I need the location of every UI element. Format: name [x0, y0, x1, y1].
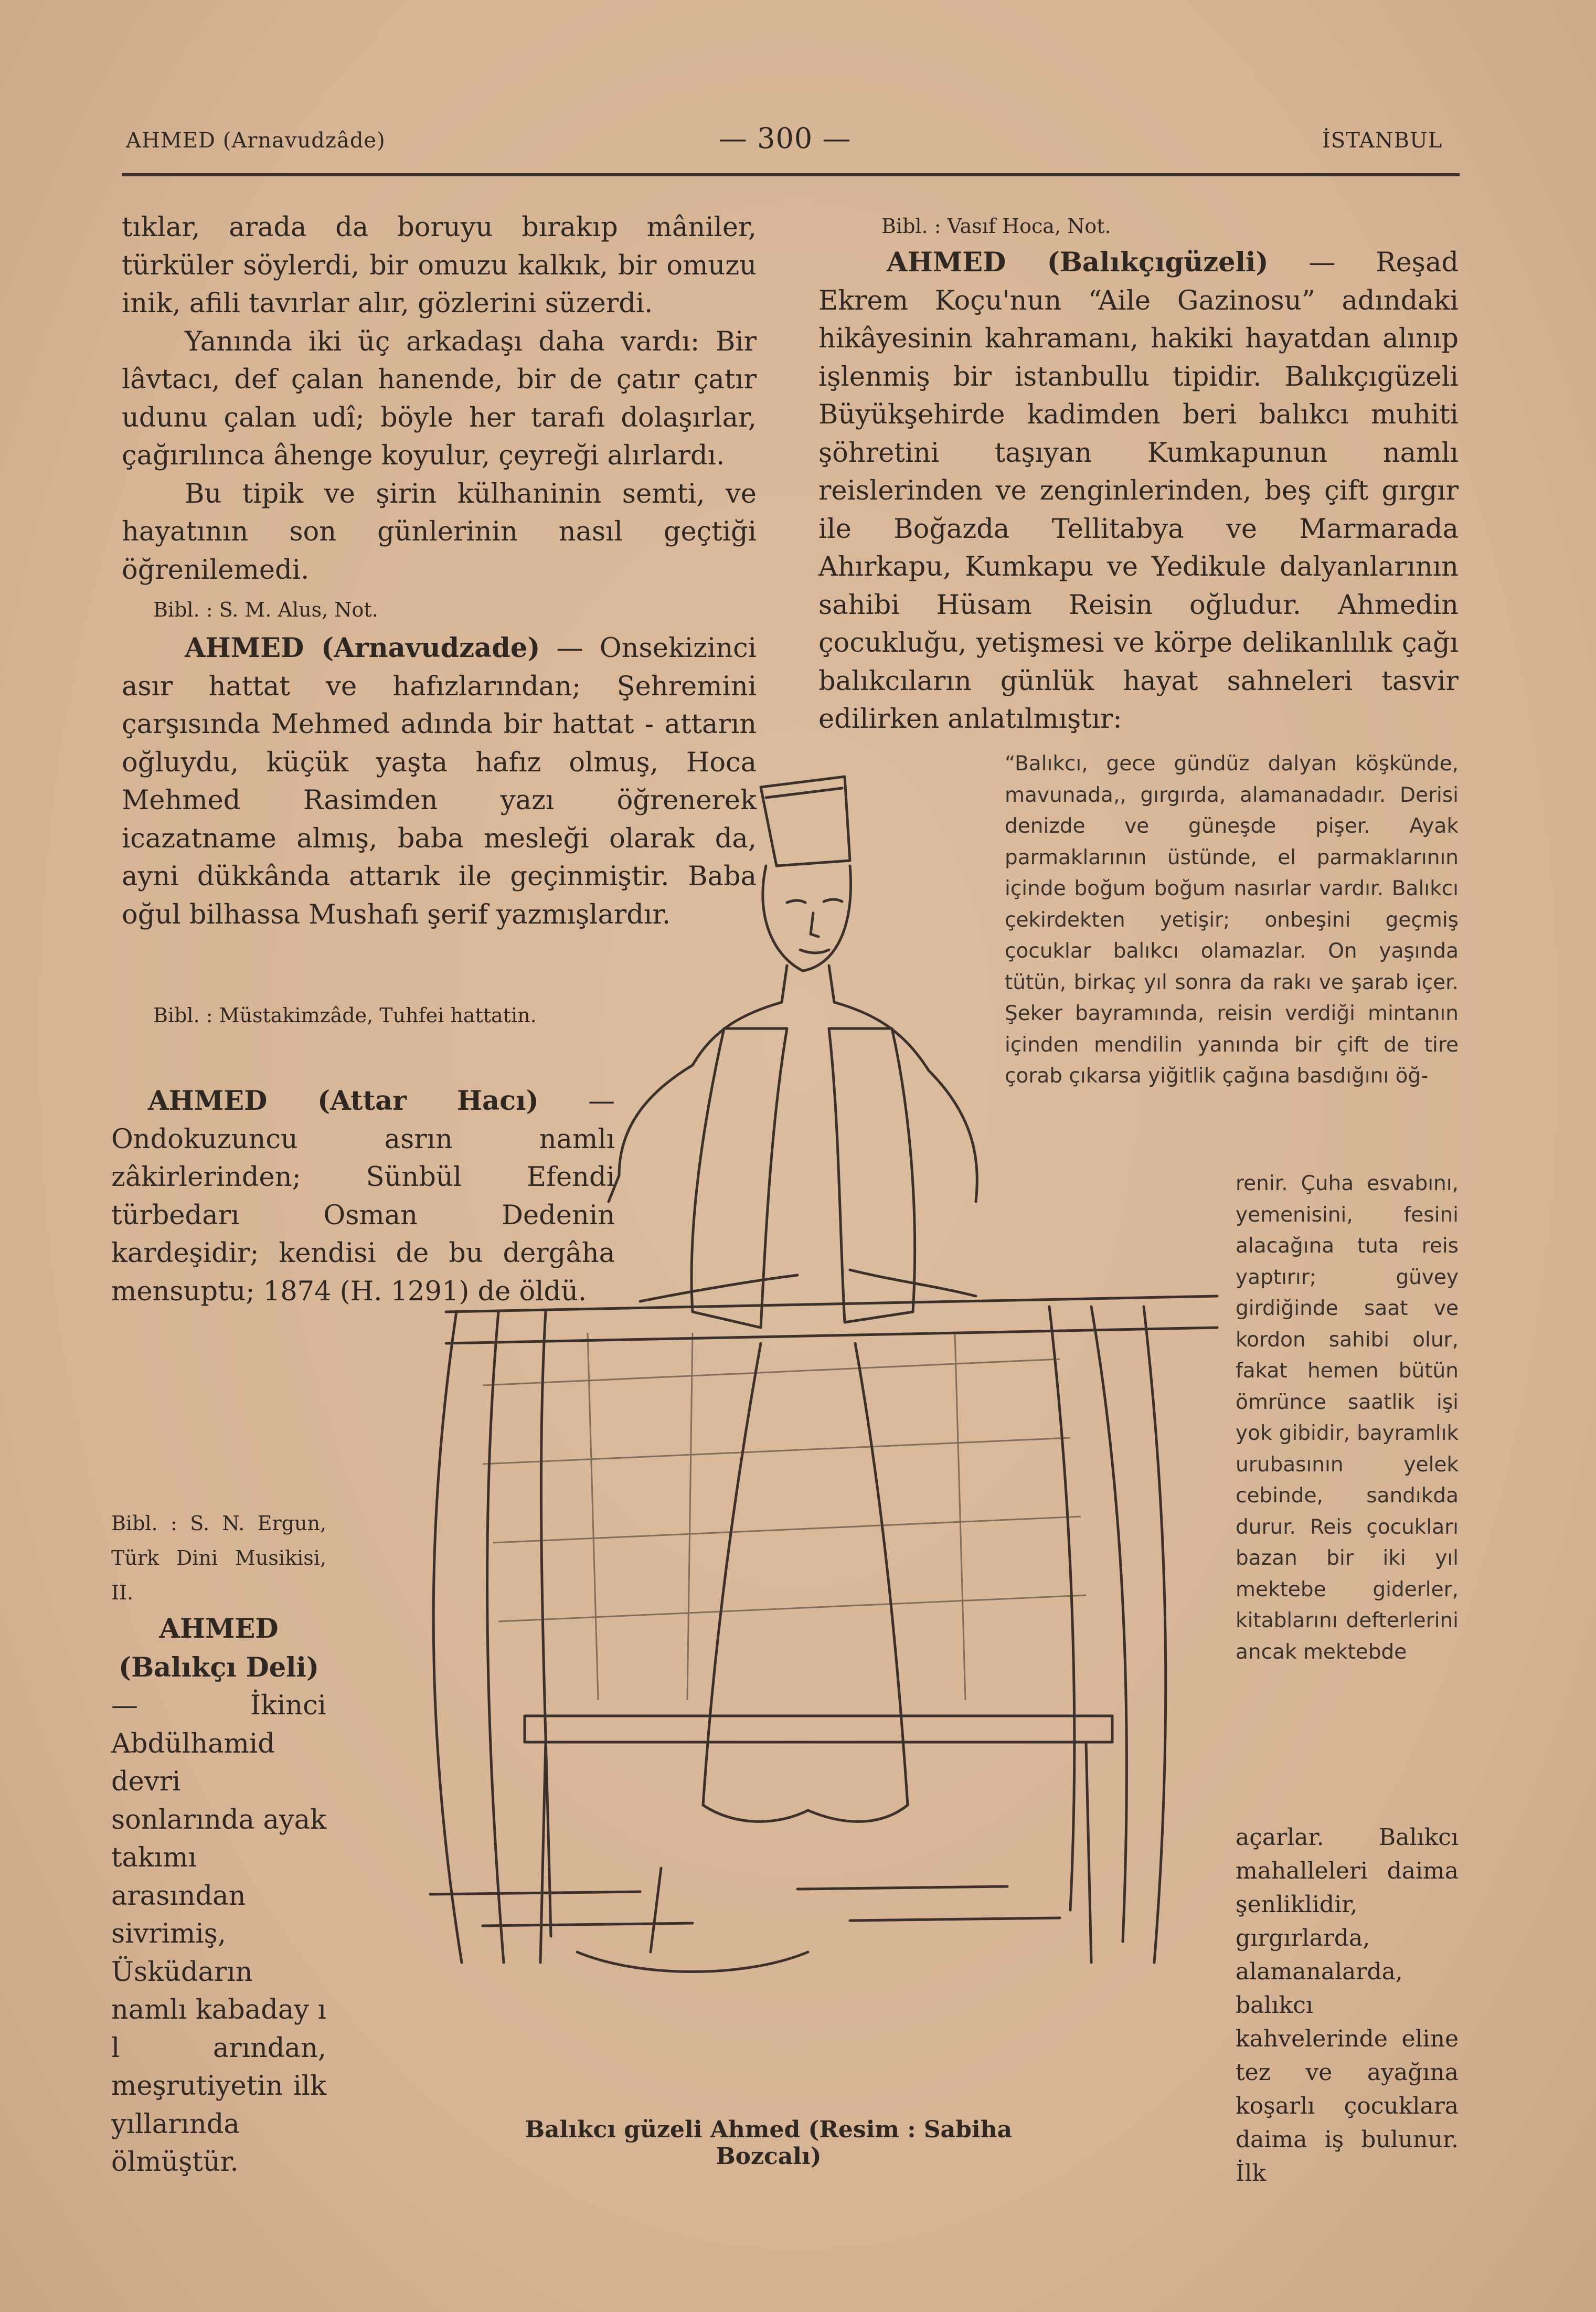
- entry-headword: AHMED (Attar Hacı): [148, 1085, 539, 1117]
- entry-headword: AHMED (Arnavudzade): [185, 632, 540, 664]
- entry-text: — Ondokuzuncu asrın namlı zâkirlerinden; Sünbül Efendi türbedarı Osman Dedenin kardeşidir; kendisi de bu dergâha mensuptu; 1874 (H. 1291) de öldü.: [111, 1086, 615, 1307]
- quote-block-narrow: [1236, 1168, 1459, 1668]
- entry-text: — Onsekizinci asır hattat ve hafızlarından; Şehremini çarşısında Mehmed adında bir hattat - attarın oğluydu, küçük yaşta hafız olmuş, Hoca Mehmed Rasimden yazı öğrenerek icazatname almış, baba mesleği olarak da, ayni dükkânda attarık ile geçinmiştir. Baba oğul bilhassa Mushafı şerif yazmışlardır.: [122, 633, 757, 930]
- left-column-narrow: [111, 1506, 326, 2182]
- quote-text: renir. Çuha esvabını, yemenisini, fesini alacağına tuta reis yaptırır; güvey girdiğinde saat ve kordon sahibi olur, fakat hemen bütün ömrünce saatlik işi yok gibidir, bayramlık urubasının yelek cebinde, sandıkda durur. Reis çocukları bazan bir iki yıl mektebe giderler, kitablarını defterlerini ancak mektebde: [1236, 1172, 1459, 1664]
- bibliography: Bibl. : Müstakimzâde, Tuhfei hattatin.: [153, 1004, 537, 1027]
- header-rule: [122, 173, 1460, 176]
- paragraph: Yanında iki üç arkadaşı daha vardı: Bir lâvtacı, def çalan hanende, bir de çatır çatır udunu çalan udî; böyle her tarafı dolaşırlar, çağırılınca âhenge koyulur, çeyreği alırlardı.: [122, 326, 757, 471]
- paragraph: tıklar, arada da boruyu bırakıp mâniler, türküler söylerdi, bir omuzu kalkık, bir omuzu inik, afili tavırlar alır, gözlerini süzerdi.: [122, 212, 757, 319]
- bibliography: Bibl. : S. M. Alus, Not.: [153, 598, 378, 621]
- entry-text: — Reşad Ekrem Koçu'nun “Aile Gazinosu” adındaki hikâyesinin kahramanı, hakiki hayatdan alınıp işlenmiş bir istanbullu tipidir. Balıkçıgüzeli Büyükşehirde kadimden beri balıkcı muhiti şöhretini taşıyan Kumkapunun namlı reislerinden ve zenginlerinden, beş çift gırgır ile Boğazda Tellitabya ve Marmarada Ahırkapu, Kumkapu ve Yedikule dalyanlarının sahibi Hüsam Reisin oğludur. Ahmedin çocukluğu, yetişmesi ve körpe delikanlılık çağı balıkcıların günlük hayat sahneleri tasvir edilirken anlatılmıştır:: [818, 247, 1459, 735]
- bibliography: Bibl. : S. N. Ergun, Türk Dini Musikisi, II.: [111, 1512, 326, 1604]
- entry-text: — İkinci Abdülhamid devri sonlarında ayak takımı arasından sivrimiş, Üsküdarın namlı kabaday ı l arından, meşrutiyetin ilk yıllarında ölmüştür.: [111, 1690, 326, 2178]
- bibliography: Bibl. : Vasıf Hoca, Not.: [881, 215, 1111, 238]
- entry-headword: AHMED (Balıkçıgüzeli): [887, 247, 1269, 278]
- running-head-right: İSTANBUL: [1322, 129, 1443, 153]
- illustration-caption: Balıkcı güzeli Ahmed (Resim : Sabiha Bozcalı): [525, 2116, 1013, 2170]
- paragraph: Bu tipik ve şirin külhaninin semti, ve hayatının son günlerinin nasıl geçtiği öğrenilemedi.: [122, 478, 757, 586]
- quote-text: “Balıkcı, gece gündüz dalyan köşkünde, mavunada,, gırgırda, alamanadadır. Derisi denizde ve güneşde pişer. Ayak parmaklarının üstünde, el parmaklarının içinde boğum boğum nasırlar vardır. Balıkcı çekirdekten yetişir; onbeşini geçmiş çocuklar balıkcı olamazlar. On yaşında tütün, birkaç yıl sonra da rakı ve şarab içer. Şeker bayramında, reisin verdiği mintanın içinden mendilin yanında bir çift de tire çorab çıkarsa yiğitlik çağına basdığını öğ-: [1005, 752, 1459, 1088]
- page-number: — 300 —: [719, 122, 852, 155]
- entry-headword: AHMED (Balıkçı Deli): [118, 1613, 320, 1683]
- entry-text: açarlar. Balıkcı mahalleleri daima şenliklidir, gırgırlarda, alamanalarda, balıkcı kahvelerinde eline tez ve ayağına koşarlı çocuklara daima iş bulunur. İlk: [1236, 1824, 1459, 2187]
- right-column-top: [818, 209, 1459, 739]
- running-head-left: AHMED (Arnavudzâde): [126, 129, 386, 153]
- right-column-bottom: [1236, 1821, 1459, 2190]
- fisherman-illustration: [325, 756, 1228, 2130]
